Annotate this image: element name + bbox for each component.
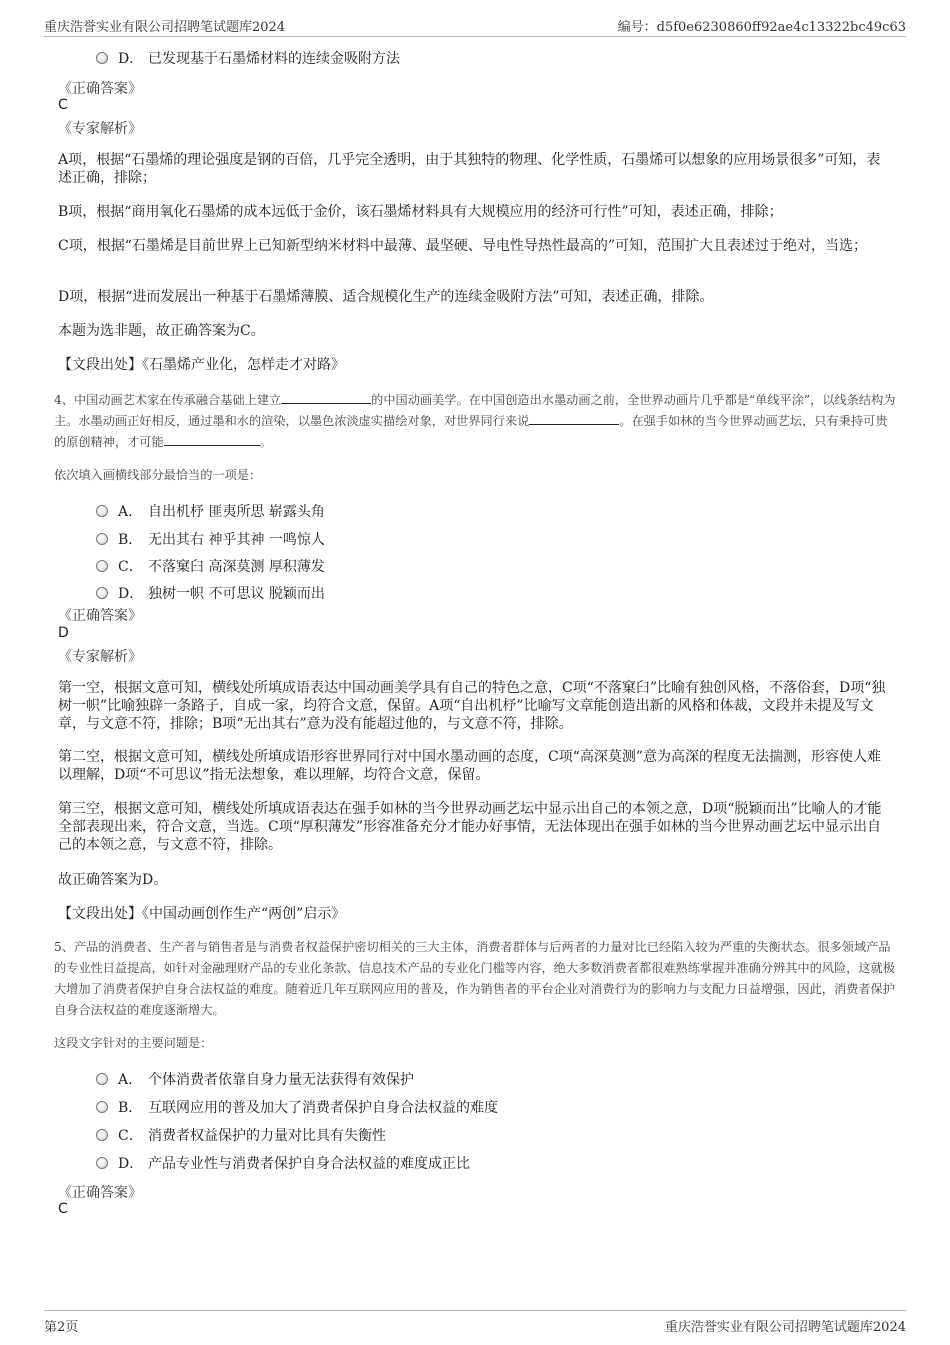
- radio-icon[interactable]: [96, 533, 108, 545]
- option-text: 不落窠臼 高深莫测 厚积薄发: [148, 559, 325, 575]
- q4-analysis-first-blank: 第一空，根据文意可知，横线处所填成语表达中国动画美学具有自己的特色之意，C项“不落窠臼”比喻有独创风格，不落俗套，D项“独树一帜”比喻独辟一条路子，自成一家，均符合文意，保留。A项“自出机杼”比喻写文章能创造出新的风格和体裁，文段并未提及写文章，与文意不符，排除；B项“无出其右”意为没有能超过他的，与文意不符，排除。: [58, 680, 886, 732]
- option-letter: A．: [118, 504, 143, 520]
- option-text: 独树一帜 不可思议 脱颖而出: [148, 586, 325, 602]
- q4-stem-part: 的中国动画美学。在中国创造出水墨动画之前，全世界动画片几乎都是“单线平涂”，以线条结构为主。水墨动画正好相反，通过墨和水的渲染，以墨色浓淡虚实描绘对象，对世界同行来说: [54, 393, 896, 428]
- page-header: [44, 14, 906, 37]
- q3-analysis-a: A项，根据“石墨烯的理论强度是钢的百倍，几乎完全透明，由于其独特的物理、化学性质，石墨烯可以想象的应用场景很多”可知，表述正确，排除；: [58, 152, 881, 186]
- header-doc-id: 编号：d5f0e6230860ff92ae4c13322bc49c63: [617, 20, 906, 35]
- page-footer: [44, 1310, 906, 1337]
- q3-answer: C: [58, 97, 68, 113]
- q4-analysis-third-blank: 第三空，根据文意可知，横线处所填成语表达在强手如林的当今世界动画艺坛中显示出自己的本领之意，D项“脱颖而出”比喻人的才能全部表现出来，符合文意，当选。C项“厚积薄发”形容准备充分才能办好事情，无法体现出在强手如林的当今世界动画艺坛中显示出自己的本领之意，与文意不符，排除。: [58, 801, 882, 853]
- option-text: 无出其右 神乎其神 一鸣惊人: [148, 532, 325, 548]
- option-text: 自出机杼 匪夷所思 崭露头角: [148, 504, 325, 520]
- q5-prompt: 这段文字针对的主要问题是：: [54, 1036, 213, 1050]
- radio-icon[interactable]: [96, 560, 108, 572]
- radio-icon[interactable]: [96, 1157, 108, 1169]
- option-letter: D．: [118, 51, 144, 67]
- q4-stem: [54, 390, 896, 453]
- q3-analysis-d: D项，根据“进而发展出一种基于石墨烯薄膜、适合规模化生产的连续金吸附方法”可知，表述正确，排除。: [58, 289, 714, 305]
- page-number: 第2页: [44, 1320, 79, 1335]
- option-letter: B．: [118, 532, 143, 548]
- fill-blank: [529, 413, 619, 425]
- q4-analysis-second-blank: 第二空，根据文意可知，横线处所填成语形容世界同行对中国水墨动画的态度，C项“高深莫测”意为高深的程度无法揣测，形容使人难以理解，D项“不可思议”指无法想象，难以理解，均符合文意，保留。: [58, 749, 882, 783]
- radio-icon[interactable]: [96, 1073, 108, 1085]
- q3-analysis-label: 《专家解析》: [58, 121, 142, 137]
- fill-blank: [164, 434, 260, 446]
- q5-stem: 5、产品的消费者、生产者与销售者是与消费者权益保护密切相关的三大主体，消费者群体与后两者的力量对比已经陷入较为严重的失衡状态。很多领域产品的专业性日益提高，如针对金融理财产品的专业化条款、信息技术产品的专业化门槛等内容，绝大多数消费者都很难熟练掌握并准确分辨其中的风险，这就极大增加了消费者保护自身合法权益的难度。随着近几年互联网应用的普及，作为销售者的平台企业对消费行为的影响力与支配力日益增强，因此，消费者保护自身合法权益的难度逐渐增大。: [54, 940, 895, 1017]
- option-letter: C．: [118, 559, 143, 575]
- fill-blank: [281, 392, 371, 404]
- q4-stem-part: 。: [259, 435, 272, 449]
- q4-answer: D: [58, 625, 69, 641]
- q3-source: 【文段出处】《石墨烯产业化，怎样走才对路》: [58, 357, 345, 373]
- radio-icon[interactable]: [96, 587, 108, 599]
- q4-stem-part: 4、中国动画艺术家在传承融合基础上建立: [54, 393, 282, 407]
- option-text: 个体消费者依靠自身力量无法获得有效保护: [148, 1072, 414, 1088]
- footer-title: 重庆浩誉实业有限公司招聘笔试题库2024: [664, 1320, 906, 1335]
- option-letter: B．: [118, 1100, 143, 1116]
- q3-analysis-b: B项，根据“商用氧化石墨烯的成本远低于金价，该石墨烯材料具有大规模应用的经济可行性”可知，表述正确，排除；: [58, 204, 783, 220]
- radio-icon[interactable]: [96, 1101, 108, 1113]
- q5-answer: C: [58, 1201, 68, 1217]
- radio-icon[interactable]: [96, 52, 108, 64]
- radio-icon[interactable]: [96, 505, 108, 517]
- option-text: 消费者权益保护的力量对比具有失衡性: [148, 1128, 386, 1144]
- q4-prompt: 依次填入画横线部分最恰当的一项是：: [54, 468, 262, 482]
- option-text: 互联网应用的普及加大了消费者保护自身合法权益的难度: [148, 1100, 498, 1116]
- option-text: 已发现基于石墨烯材料的连续金吸附方法: [148, 51, 400, 67]
- option-letter: A．: [118, 1072, 143, 1088]
- header-title: 重庆浩誉实业有限公司招聘笔试题库2024: [44, 20, 286, 35]
- radio-icon[interactable]: [96, 1129, 108, 1141]
- q5-answer-label: 《正确答案》: [58, 1185, 142, 1201]
- q3-answer-label: 《正确答案》: [58, 81, 142, 97]
- q4-answer-label: 《正确答案》: [58, 608, 142, 624]
- option-text: 产品专业性与消费者保护自身合法权益的难度成正比: [148, 1156, 470, 1172]
- option-letter: D．: [118, 1156, 144, 1172]
- q4-source: 【文段出处】《中国动画创作生产“两创”启示》: [58, 906, 346, 922]
- q3-conclusion: 本题为选非题，故正确答案为C。: [58, 323, 265, 339]
- q4-stem-part: 。在强手如林的当今世界动画艺坛，只有秉持可贵的原创精神，才可能: [54, 414, 888, 449]
- option-letter: D．: [118, 586, 144, 602]
- option-letter: C．: [118, 1128, 143, 1144]
- q4-conclusion: 故正确答案为D。: [58, 872, 168, 888]
- q3-analysis-c: C项，根据“石墨烯是目前世界上已知新型纳米材料中最薄、最坚硬、导电性导热性最高的”可知，范围扩大且表述过于绝对，当选；: [58, 238, 868, 254]
- q4-analysis-label: 《专家解析》: [58, 649, 142, 665]
